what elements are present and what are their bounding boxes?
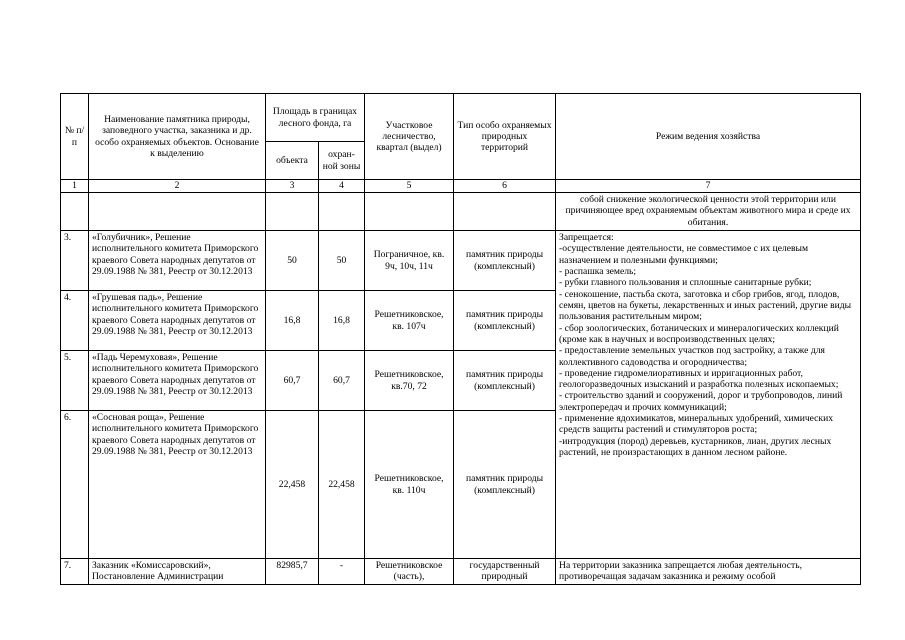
row-area-zone: - [319,559,365,585]
row-name: Заказник «Комиссаровский», Постановление Администрации [89,559,266,585]
header-area-object: объекта [266,142,319,180]
row-num: 6. [61,411,89,559]
row-num: 5. [61,351,89,411]
regime-line: -осуществление деятельности, не совместимое с их целевым назначением и полезными функциями; [559,243,809,266]
row-area-object: 16,8 [266,291,319,351]
column-number: 5 [365,180,454,193]
header-num: № п/п [61,94,89,180]
row-name: «Грушевая падь», Решение исполнительного комитета Приморского краевого Совета народных депутатов от 29.09.1988 № 381, Реестр от 30.12.2013 [89,291,266,351]
row-area-zone: 22,458 [319,411,365,559]
regime-line: - строительство зданий и сооружений, дорог и трубопроводов, линий электропередач и прочих коммуникаций; [559,390,843,413]
row-num: 3. [61,231,89,291]
continuation-row [61,193,861,231]
header-type: Тип особо охраняемых природных территорий [454,94,556,180]
row-forestry: Решетниковское, кв.70, 72 [365,351,454,411]
column-number: 4 [319,180,365,193]
row-regime: На территории заказника запрещается любая деятельность, противоречащая задачам заказника и режиму особой [556,559,861,585]
row-type: памятник природы (комплексный) [454,231,556,291]
forest-protected-areas-table [60,93,861,585]
regime-line: - рубки главного пользования и сплошные санитарные рубки; [559,277,812,289]
continuation-text: собой снижение экологической ценности этой территории или причиняющее вред охраняемым объектам животного мира и среде их обитания. [556,193,861,231]
regime-line: - сбор зоологических, ботанических и минералогических коллекций (кроме как в научных и воспроизводственных целях; [559,322,839,345]
header-area: Площадь в границах лесного фонда, га [266,94,365,142]
row-area-zone: 16,8 [319,291,365,351]
regime-cell [556,231,861,559]
row-area-zone: 60,7 [319,351,365,411]
row-area-zone: 50 [319,231,365,291]
regime-line: - предоставление земельных участков под застройку, а также для коллективного садоводства и огородничества; [559,345,825,368]
column-number: 7 [556,180,861,193]
row-area-object: 50 [266,231,319,291]
regime-line: - сенокошение, пастьба скота, заготовка и сбор грибов, ягод, плодов, семян, цветов на букеты, лекарственных и иных растений, другие виды пользования растительным миром; [559,288,852,323]
regime-line: Запрещается: [559,232,614,244]
row-type: памятник природы (комплексный) [454,411,556,559]
header-name: Наименование памятника природы, заповедного участка, заказника и др. особо охраняемых объектов. Основание к выделению [89,94,266,180]
column-number: 2 [89,180,266,193]
column-number-row [61,180,861,193]
regime-line: -интродукция (пород) деревьев, кустарников, лиан, других лесных растений, не произрастающих в данном лесном районе. [559,435,832,458]
regime-line: - проведение гидромелиоративных и ирригационных работ, геологоразведочных изысканий и разработка полезных ископаемых; [559,367,839,391]
row-forestry: Пограничное, кв. 9ч, 10ч, 11ч [365,231,454,291]
column-number: 1 [61,180,89,193]
row-num: 4. [61,291,89,351]
row-forestry: Решетниковское (часть), [365,559,454,585]
row-type: памятник природы (комплексный) [454,291,556,351]
header-regime: Режим ведения хозяйства [556,94,861,180]
row-forestry: Решетниковское, кв. 110ч [365,411,454,559]
row-name: «Сосновая роща», Решение исполнительного комитета Приморского краевого Совета народных депутатов от 29.09.1988 № 381, Реестр от 30.12.2013 [89,411,266,559]
row-area-object: 82985,7 [266,559,319,585]
row-name: «Падь Черемуховая», Решение исполнительного комитета Приморского краевого Совета народных депутатов от 29.09.1988 № 381, Реестр от 30.12.2013 [89,351,266,411]
table-row [61,231,861,291]
header-forestry: Участковое лесничество, квартал (выдел) [365,94,454,180]
column-number: 6 [454,180,556,193]
regime-line: - распашка земель; [559,266,637,277]
header-area-zone: охран-ной зоны [319,142,365,180]
column-number: 3 [266,180,319,193]
regime-line: - применение ядохимикатов, минеральных удобрений, химических средств защиты растений и стимуляторов роста; [559,413,834,436]
row-area-object: 60,7 [266,351,319,411]
row-type: памятник природы (комплексный) [454,351,556,411]
table-row [61,559,861,585]
row-forestry: Решетниковское, кв. 107ч [365,291,454,351]
row-area-object: 22,458 [266,411,319,559]
row-type: государственный природный [454,559,556,585]
row-name: «Голубичник», Решение исполнительного комитета Приморского краевого Совета народных депутатов от 29.09.1988 № 381, Реестр от 30.12.2013 [89,231,266,291]
row-num: 7. [61,559,89,585]
